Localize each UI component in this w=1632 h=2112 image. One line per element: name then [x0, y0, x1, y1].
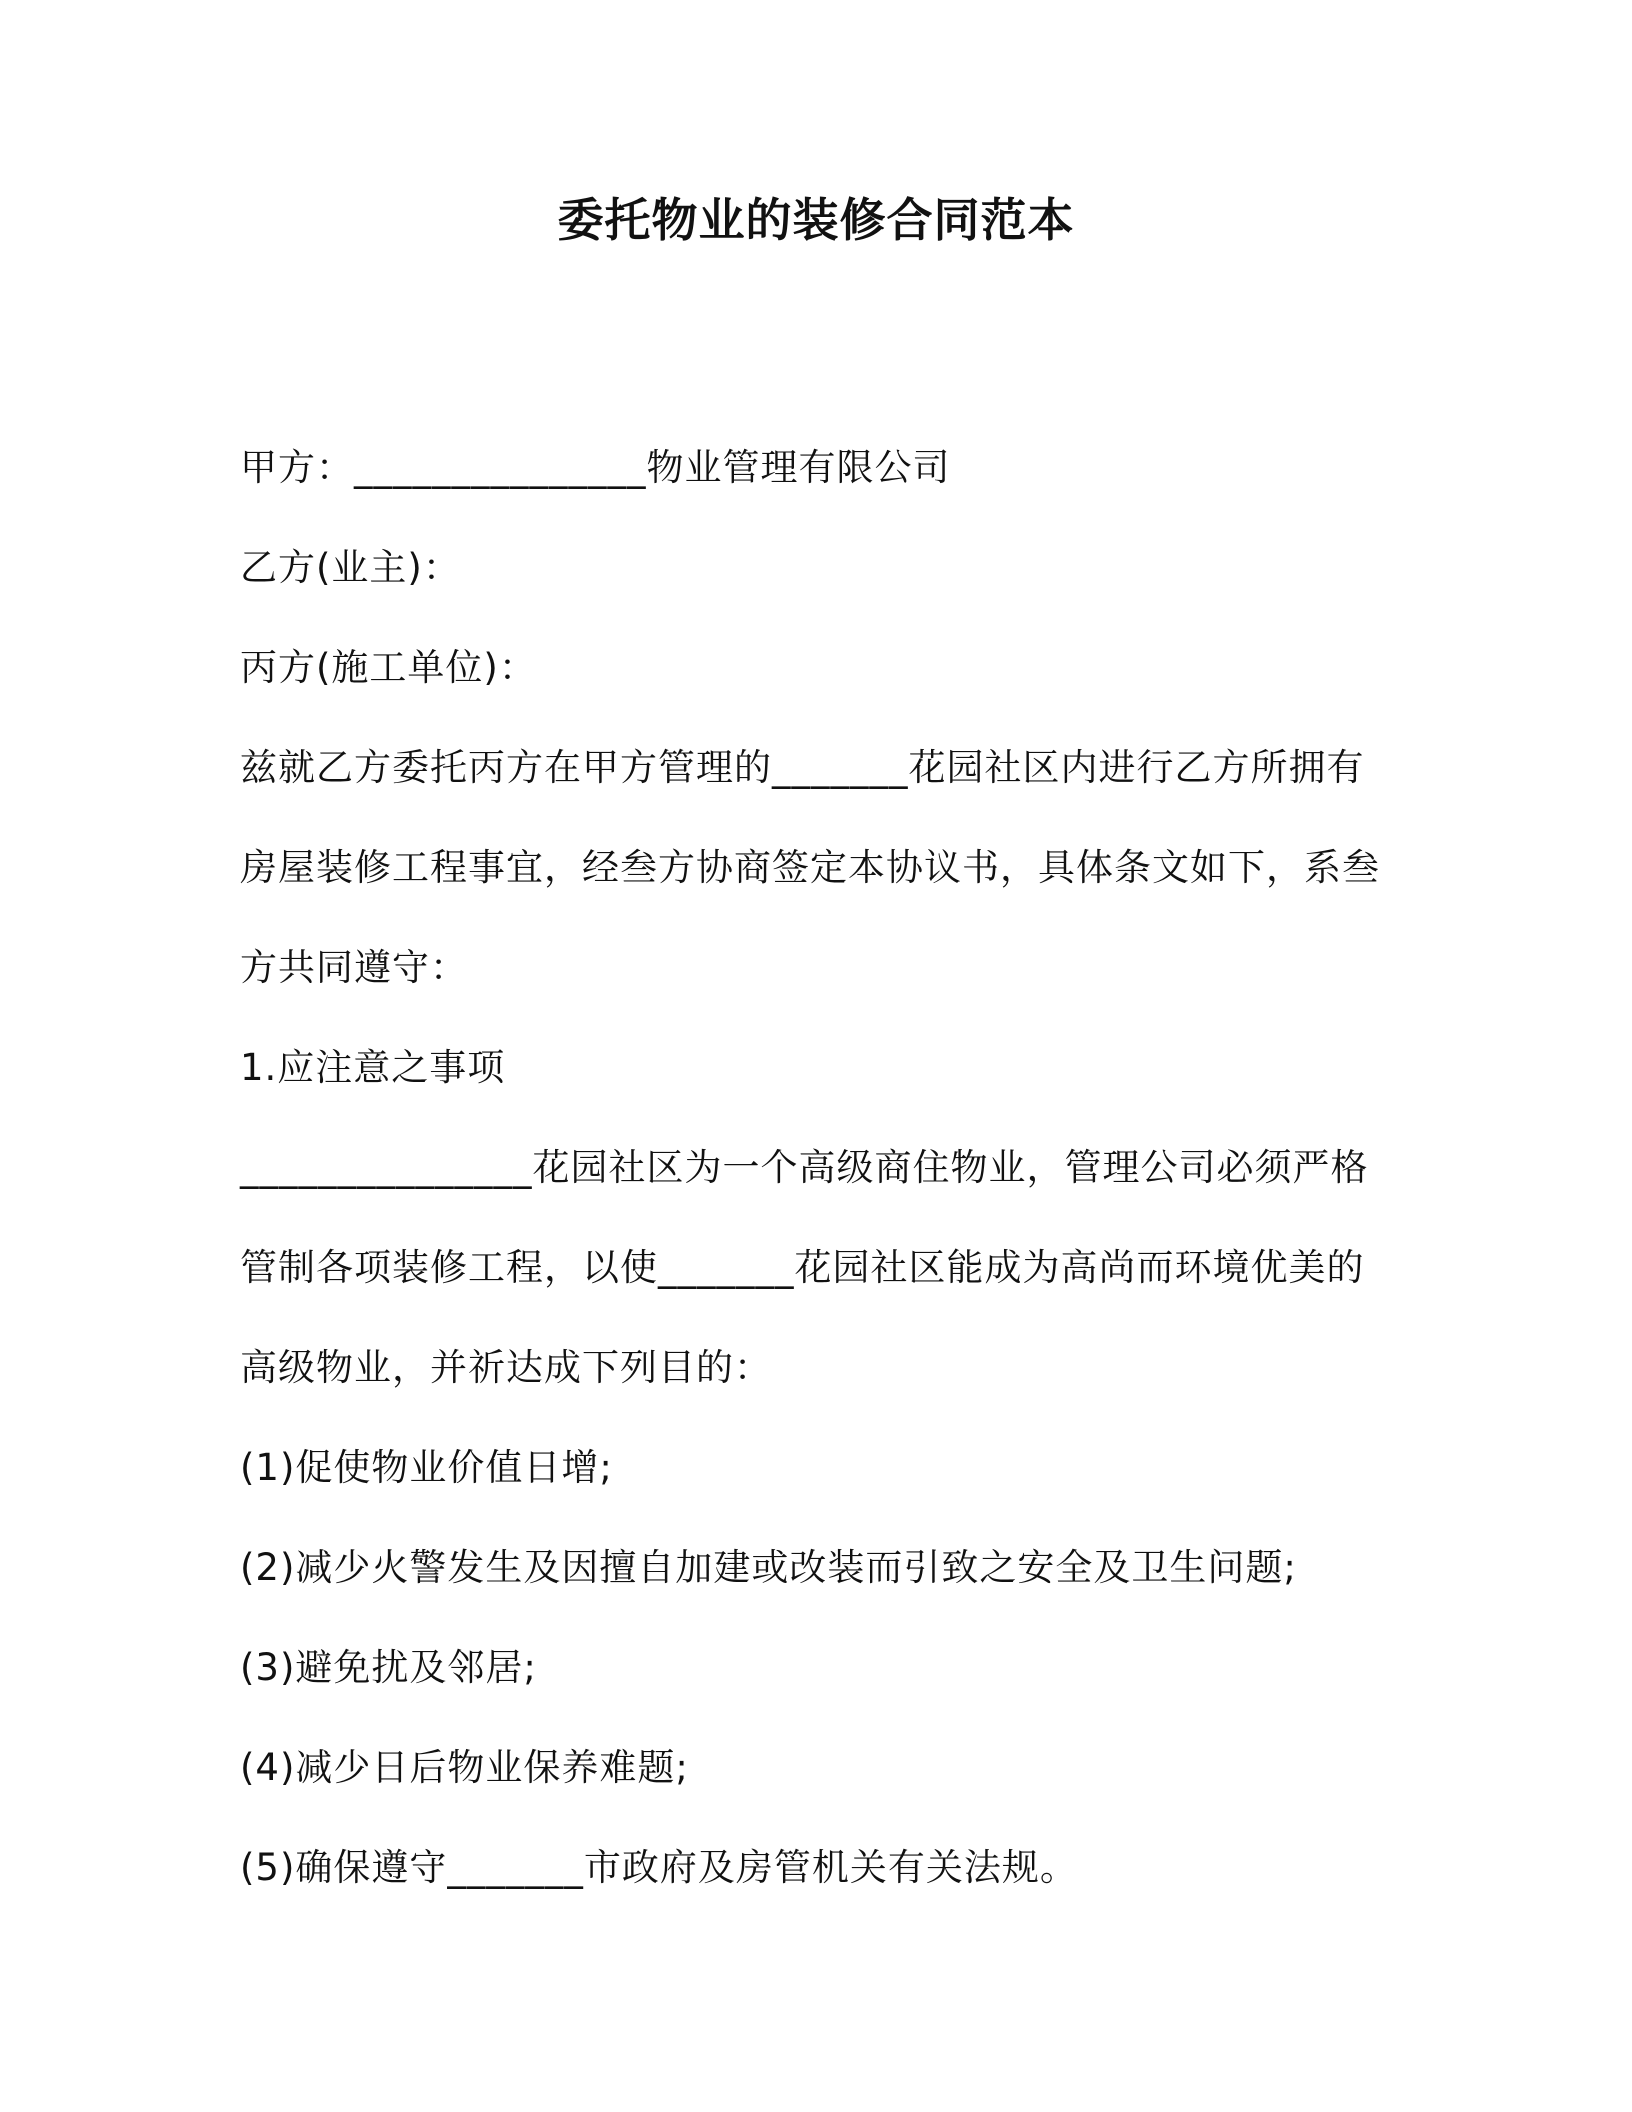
party-c-line: 丙方(施工单位)： — [240, 646, 537, 689]
list-item-2: (2)减少火警发生及因擅自加建或改装而引致之安全及卫生问题; — [240, 1546, 1297, 1589]
paragraph-line-3: 高级物业，并祈达成下列目的： — [240, 1346, 772, 1389]
party-a-line: 甲方：_______________物业管理有限公司 — [240, 446, 951, 489]
document-body — [240, 418, 1380, 1918]
list-item-4: (4)减少日后物业保养难题; — [240, 1746, 689, 1789]
list-item-5: (5)确保遵守_______市政府及房管机关有关法规。 — [240, 1846, 1078, 1889]
paragraph-line-2: 管制各项装修工程，以使_______花园社区能成为高尚而环境优美的 — [240, 1246, 1365, 1289]
party-b-line: 乙方(业主)： — [240, 546, 461, 589]
document-title: 委托物业的装修合同范本 — [557, 193, 1075, 247]
paragraph-line-1: _______________花园社区为一个高级商住物业，管理公司必须严格 — [240, 1146, 1369, 1189]
list-item-1: (1)促使物业价值日增; — [240, 1446, 613, 1489]
section-heading: 1.应注意之事项 — [240, 1046, 506, 1089]
list-item-3: (3)避免扰及邻居; — [240, 1646, 537, 1689]
intro-line-1: 兹就乙方委托丙方在甲方管理的_______花园社区内进行乙方所拥有 — [240, 746, 1365, 789]
intro-line-2: 房屋装修工程事宜，经叁方协商签定本协议书，具体条文如下，系叁 — [240, 846, 1380, 889]
intro-line-3: 方共同遵守： — [240, 946, 468, 989]
